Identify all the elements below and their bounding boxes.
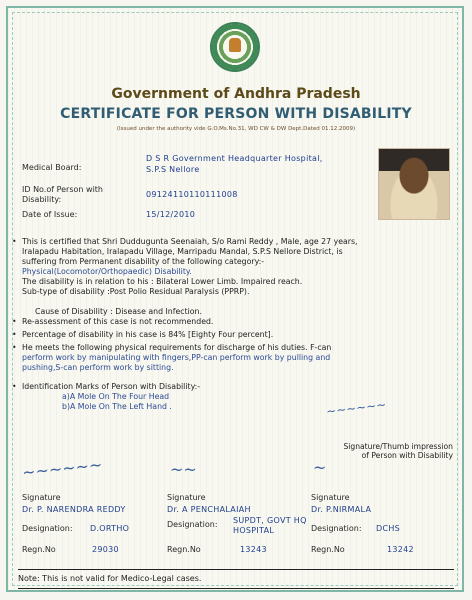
issued-authority-note: (Issued under the authority vide G.O.Ms.No.31, WD CW & DW Dept.Dated 01.12.2009) (116, 126, 356, 132)
government-title: Government of Andhra Pradesh (111, 86, 361, 102)
designation-1: D.ORTHO (90, 524, 130, 533)
identification-mark: b)A Mole On The Left Hand . (62, 402, 172, 411)
regn-3: 13242 (387, 545, 414, 554)
footer-note: Note: This is not valid for Medico-Legal cases. (18, 569, 454, 589)
certificate-title: CERTIFICATE FOR PERSON WITH DISABILITY (60, 106, 412, 122)
id-label: ID No.of Person with Disability: (22, 185, 103, 204)
person-signature: ~~~~~~ (325, 397, 387, 419)
medical-board-label: Medical Board: (22, 163, 82, 172)
certificate-line: Sub-type of disability :Post Polio Residual Paralysis (PPRP). (22, 287, 250, 296)
regn-label: Regn.No (167, 545, 201, 554)
designation-2: SUPDT, GOVT HQ HOSPITAL (233, 516, 307, 535)
doctor1-name: Dr. P. NARENDRA REDDY (22, 505, 126, 514)
doctor1-signature: ~~~~~~ (21, 454, 104, 483)
signature-label: Signature (22, 493, 61, 502)
person-photo (378, 148, 450, 220)
regn-1: 29030 (92, 545, 119, 554)
signature-label: Signature (311, 493, 350, 502)
certificate-line: The disability is in relation to his : Bilateral Lower Limb. Impaired reach. (22, 277, 303, 286)
cause-line: Cause of Disability : Disease and Infection. (35, 307, 202, 316)
regn-label: Regn.No (311, 545, 345, 554)
regn-label: Regn.No (22, 545, 56, 554)
identification-line: • Identification Marks of Person with Disability:- (12, 382, 201, 391)
person-signature-label: Signature/Thumb impression (343, 442, 453, 451)
designation-3: DCHS (376, 524, 401, 533)
identification-mark: a)A Mole On The Four Head (62, 392, 170, 401)
certificate-line: Physical(Locomotor/Orthopaedic) Disability. (22, 267, 192, 276)
id-value: 09124110110111008 (146, 190, 238, 199)
state-emblem-seal (210, 22, 260, 72)
person-signature-label: of Person with Disability (361, 451, 453, 460)
person-signature-area (313, 442, 453, 460)
doctor2-signature: ~~ (170, 460, 197, 479)
requirements-line: • He meets the following physical requirements for discharge of his duties. F-can (12, 343, 332, 352)
reassessment-line: • Re-assessment of this case is not recommended. (12, 317, 214, 326)
date-label: Date of Issue: (22, 210, 78, 219)
designation-label: Designation: (167, 520, 218, 529)
doctor2-name: Dr. A PENCHALAIAH (167, 505, 251, 514)
medical-board-value: D S R Government Headquarter Hospital, S.P.S Nellore (146, 154, 323, 174)
certificate-line: • This is certified that Shri Duddugunta Seenaiah, S/o Rami Reddy , Male, age 27 years, (12, 237, 358, 246)
certificate-line: Iralapadu Habitation, Iralapadu Village, Marripadu Mandal, S.P.S Nellore District, is (22, 247, 343, 256)
signature-label: Signature (167, 493, 206, 502)
designation-label: Designation: (311, 524, 362, 533)
percentage-line: • Percentage of disability in his case is 84% [Eighty Four percent]. (12, 330, 274, 339)
designation-label: Designation: (22, 524, 73, 533)
doctor3-signature: ~ (313, 458, 327, 477)
requirements-line: perform work by manipulating with fingers,PP-can perform work by pulling and (22, 353, 331, 362)
doctor3-name: Dr. P.NIRMALA (311, 505, 372, 514)
certificate-line: suffering from Permanent disability of the following category:- (22, 257, 265, 266)
regn-2: 13243 (240, 545, 267, 554)
requirements-line: pushing,S-can perform work by sitting. (22, 363, 174, 372)
date-value: 15/12/2010 (146, 210, 196, 219)
